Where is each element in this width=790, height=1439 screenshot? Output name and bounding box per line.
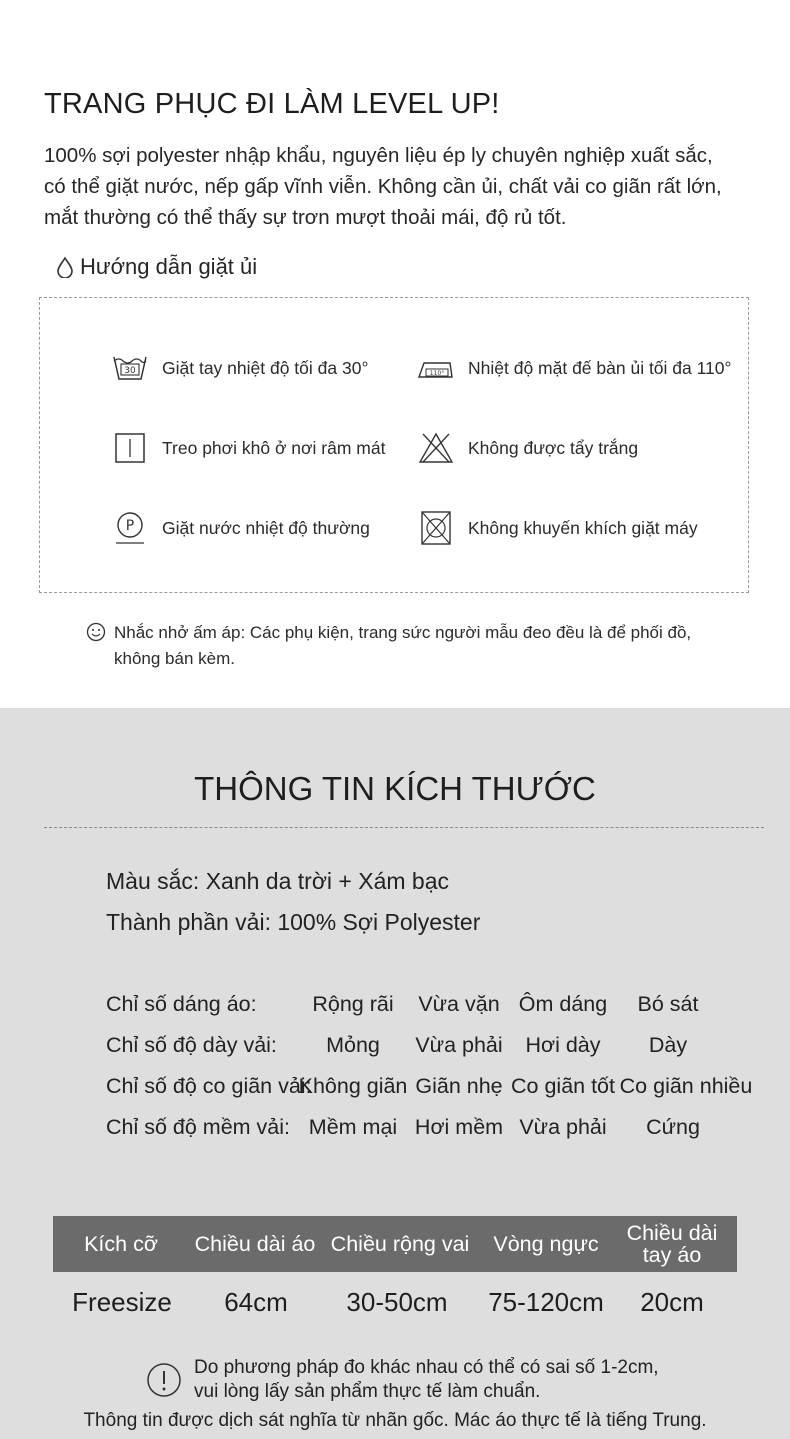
index-label: Chỉ số độ co giãn vải: (106, 1074, 312, 1098)
care-label: Treo phơi khô ở nơi râm mát (162, 437, 386, 458)
index-label: Chỉ số độ mềm vải: (106, 1115, 291, 1139)
iron-110-icon (416, 348, 456, 388)
care-label: Không được tẩy trắng (468, 437, 639, 458)
intro-line: có thể giặt nước, nếp gấp vĩnh viễn. Không cần ủi, chất vải co giãn rất lớn, (44, 175, 722, 198)
index-option: Không giãn (298, 1074, 408, 1098)
svg-text:30: 30 (124, 366, 136, 376)
index-option: Vừa vặn (418, 992, 500, 1016)
care-item-no-bleach (416, 428, 638, 468)
table-header-cell (627, 1216, 718, 1272)
svg-text:110°: 110° (429, 370, 445, 377)
table-cell: 30-50cm (346, 1287, 448, 1317)
index-option: Vừa phải (519, 1115, 607, 1139)
fabric-line: Thành phần vải: 100% Sợi Polyester (106, 909, 481, 935)
care-label: Không khuyến khích giặt máy (468, 517, 698, 538)
index-label: Chỉ số độ dày vải: (106, 1033, 277, 1057)
color-line: Màu sắc: Xanh da trời + Xám bạc (106, 868, 450, 894)
index-option: Mỏng (326, 1033, 380, 1057)
table-header-cell: Kích cỡ (84, 1232, 158, 1256)
index-option: Co giãn tốt (511, 1074, 615, 1098)
table-header-line: tay áo (642, 1243, 702, 1267)
translation-footnote: Thông tin được dịch sát nghĩa từ nhãn gốc. Mác áo thực tế là tiếng Trung. (83, 1410, 707, 1431)
hand-wash-30-icon (110, 348, 150, 388)
index-label: Chỉ số dáng áo: (106, 992, 257, 1016)
table-cell: 64cm (224, 1287, 288, 1317)
care-item-p-clean (110, 508, 370, 548)
care-title-label: Hướng dẫn giặt ủi (80, 254, 258, 279)
smile-icon (86, 620, 108, 672)
intro-line: mắt thường có thể thấy sự trơn mượt thoải mái, độ rủ tốt. (44, 206, 567, 229)
index-option: Bó sát (637, 992, 699, 1016)
care-item-no-machine (416, 508, 698, 548)
table-header-cell: Chiều rộng vai (330, 1232, 470, 1256)
index-option: Giãn nhẹ (415, 1074, 503, 1098)
size-title: THÔNG TIN KÍCH THƯỚC (194, 770, 596, 807)
index-option: Co giãn nhiều (619, 1074, 753, 1098)
index-option: Cứng (646, 1115, 700, 1139)
table-cell: 20cm (640, 1287, 704, 1317)
intro-paragraph (44, 140, 774, 233)
care-label: Nhiệt độ mặt đế bàn ủi tối đa 110° (468, 357, 732, 378)
index-option: Vừa phải (415, 1033, 503, 1057)
index-option: Ôm dáng (518, 992, 608, 1016)
table-header-cell: Chiều dài áo (194, 1232, 316, 1256)
table-header-cell: Vòng ngực (493, 1232, 599, 1256)
care-item-iron (416, 348, 732, 388)
exclamation-circle-icon (146, 1362, 182, 1398)
intro-line: 100% sợi polyester nhập khẩu, nguyên liệu ép ly chuyên nghiệp xuất sắc, (44, 144, 713, 167)
warning-line: vui lòng lấy sản phẩm thực tế làm chuẩn. (194, 1381, 541, 1402)
dashed-divider (44, 827, 764, 828)
table-cell: Freesize (72, 1287, 172, 1317)
water-drop-icon (56, 256, 74, 278)
no-tumble-dry-icon (416, 508, 456, 548)
care-label: Giặt nước nhiệt độ thường (162, 517, 370, 538)
index-option: Hơi mềm (414, 1115, 504, 1139)
index-option: Hơi dày (525, 1033, 601, 1057)
care-item-hand-wash (110, 348, 368, 388)
index-option: Mềm mại (308, 1115, 398, 1139)
measurement-warning (146, 1356, 659, 1404)
care-label: Giặt tay nhiệt độ tối đa 30° (162, 357, 369, 378)
svg-text:P: P (125, 518, 135, 534)
no-bleach-icon (416, 428, 456, 468)
headline: TRANG PHỤC ĐI LÀM LEVEL UP! (44, 88, 500, 120)
line-dry-shade-icon (110, 428, 150, 468)
care-item-line-dry (110, 428, 385, 468)
professional-clean-p-icon (110, 508, 150, 548)
index-option: Rộng rãi (312, 992, 394, 1016)
table-cell: 75-120cm (488, 1287, 604, 1317)
index-option: Dày (648, 1033, 688, 1057)
note-line: Nhắc nhở ấm áp: Các phụ kiện, trang sức người mẫu đeo đều là để phối đồ, (114, 623, 692, 642)
warning-line: Do phương pháp đo khác nhau có thể có sai số 1-2cm, (194, 1357, 659, 1378)
table-header-line: Chiều dài (626, 1221, 718, 1245)
care-title (56, 254, 257, 280)
reminder-note (86, 620, 726, 672)
note-line: không bán kèm. (114, 649, 235, 668)
